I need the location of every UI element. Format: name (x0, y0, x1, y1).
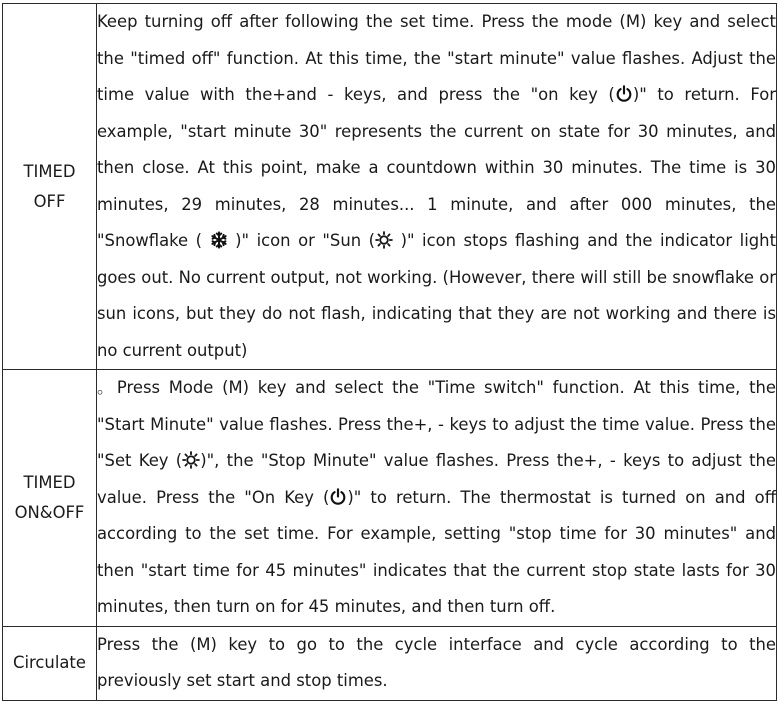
description-text: )", the "Stop Minute" value flashes. Press the+, - keys to adjust the value. Press the "On Key ( (97, 451, 777, 507)
mode-description-cell (97, 4, 777, 370)
mode-label-cell (3, 626, 97, 700)
table-row-timed-off (3, 4, 777, 370)
mode-description-cell (97, 626, 777, 700)
description-text: 。Press Mode (M) key and select the "Time switch" function. At this time, the "Start Minute" value flashes. Press the+, - keys to adjust the time value. Press the "Set Key ( (97, 378, 776, 470)
table-row-circulate (3, 626, 777, 700)
mode-description-cell (97, 370, 777, 627)
sun-icon (375, 231, 393, 249)
table-row-timed-on-off (3, 370, 777, 627)
mode-label-line: OFF (33, 191, 66, 211)
mode-label-line: Circulate (13, 653, 86, 672)
sun-icon (182, 451, 200, 469)
mode-label-line: ON&OFF (14, 502, 85, 522)
description-text: )" to return. For example, "start minute 30" represents the current on state for 30 minutes, and then close. At this point, make a countdown within 30 minutes. The time is 30 minutes, 29 minutes, 28 minutes... 1 minute, and after 000 minutes, the "Snowflake ( (97, 85, 776, 250)
mode-label-cell (3, 4, 97, 370)
mode-label-line: TIMED (23, 161, 76, 181)
description-text: )" icon or "Sun ( (227, 231, 376, 250)
mode-label-line: TIMED (23, 472, 76, 492)
snowflake-icon (210, 231, 228, 249)
mode-label-cell (3, 370, 97, 627)
instruction-table (2, 3, 777, 701)
description-text: Keep turning off after following the set time. Press the mode (M) key and select the "timed off" function. At this time, the "start minute" value flashes. Adjust the time value with the+and - keys, and press the "on key ( (97, 12, 776, 104)
description-text: )" icon stops flashing and the indicator light goes out. No current output, not working. (However, there will still be snowflake or sun icons, but they do not flash, indicating that they are not working and there is no current output) (97, 231, 776, 360)
power-icon (615, 85, 633, 103)
description-text: )" to return. The thermostat is turned on and off according to the set time. For example, setting "stop time for 30 minutes" and then "start time for 45 minutes" indicates that the current stop state lasts for 30 minutes, then turn on for 45 minutes, and then turn off. (97, 487, 776, 616)
power-icon (329, 488, 347, 506)
description-text: Press the (M) key to go to the cycle interface and cycle according to the previously set start and stop times. (97, 634, 776, 690)
